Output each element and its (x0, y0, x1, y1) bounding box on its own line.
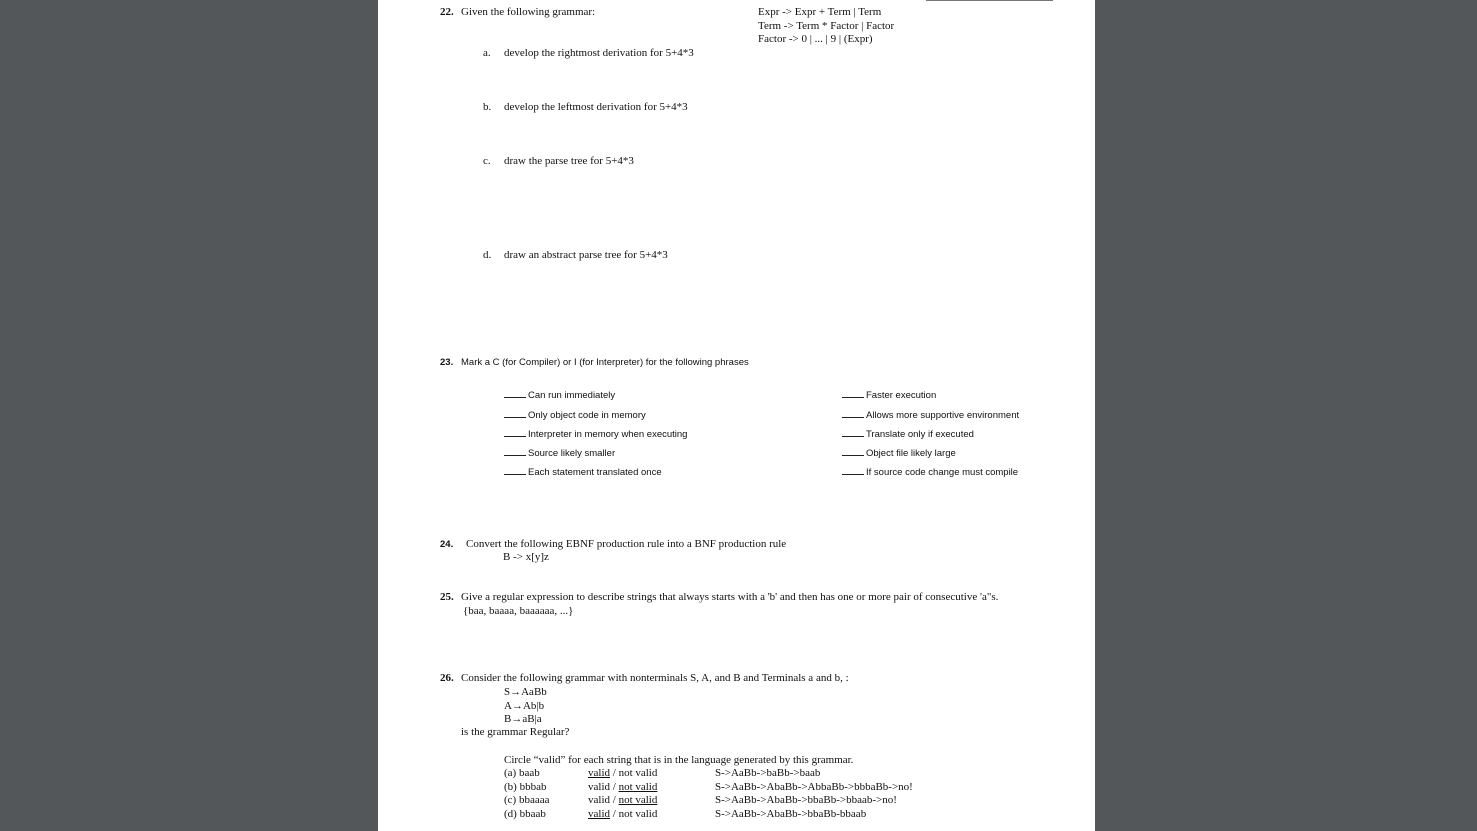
answer-blank (504, 447, 526, 456)
q26-question: is the grammar Regular? (461, 726, 570, 738)
q22-part-letter: d. (483, 249, 492, 261)
q23-right-item (842, 466, 1018, 479)
valid-option: valid (588, 794, 610, 806)
q26-rule: A→Ab|b (504, 699, 545, 712)
q22-grammar-line: Expr -> Expr + Term | Term (758, 6, 882, 18)
q26-rules (504, 686, 547, 727)
document-page (378, 0, 1095, 831)
q26-string-derivation: S->AaBb->AbaBb->AbbaBb->bbbaBb->no! (715, 781, 913, 793)
q23-left-label: Can run immediately (528, 390, 616, 401)
q26-string-label: (a) baab (504, 767, 540, 779)
q22-prompt: Given the following grammar: (461, 6, 596, 18)
q25-number: 25. (440, 591, 454, 603)
choice-separator: / (610, 767, 619, 779)
q26-number: 26. (440, 672, 454, 684)
q23-number: 23. (440, 357, 454, 368)
q24-rule: B -> x[y]z (503, 551, 549, 563)
q26-rule: S→AaBb (504, 686, 547, 698)
q23-left-label: Only object code in memory (528, 410, 646, 421)
answer-blank (504, 466, 526, 475)
q22-grammar-line: Factor -> 0 | ... | 9 | (Expr) (758, 33, 873, 45)
q23-left-item (504, 389, 615, 402)
q22-part-text: develop the leftmost derivation for 5+4*3 (504, 101, 688, 113)
q26-string-choice (588, 781, 657, 795)
q22-part-text: draw an abstract parse tree for 5+4*3 (504, 249, 668, 261)
answer-blank (504, 409, 526, 418)
q23-left-item (504, 466, 662, 479)
q23-right-label: Allows more supportive environment (866, 410, 1020, 421)
q23-left-item (504, 428, 687, 441)
q26-string-derivation: S->AaBb->baBb->baab (715, 767, 821, 779)
q26-string-derivation: S->AaBb->AbaBb->bbaBb-bbaab (715, 808, 867, 820)
answer-blank (504, 389, 526, 398)
choice-separator: / (610, 781, 619, 793)
q25-example: {baa, baaaa, baaaaaa, ...} (463, 605, 574, 617)
q26-string-choice (588, 808, 657, 822)
q25-prompt: Give a regular expression to describe strings that always starts with a 'b' and then has one or more pair of consecutive 'a"s. (461, 591, 999, 603)
q26-string-label: (c) bbaaaa (504, 794, 550, 806)
q23-left-label: Interpreter in memory when executing (528, 429, 688, 440)
q23-right-label: If source code change must compile (866, 467, 1019, 478)
q23-right-label: Object file likely large (866, 448, 956, 459)
valid-option: valid (588, 767, 610, 779)
choice-separator: / (610, 808, 619, 820)
q24-prompt: Convert the following EBNF production rule into a BNF production rule (466, 538, 787, 550)
answer-blank (842, 447, 864, 456)
answer-blank (842, 409, 864, 418)
q23-left-label: Each statement translated once (528, 467, 662, 478)
answer-blank (504, 428, 526, 437)
q26-rule: B→aB|a (504, 713, 542, 725)
q23-left-item (504, 409, 646, 422)
q23-left-item (504, 447, 615, 460)
not-valid-option: not valid (618, 767, 658, 779)
valid-option: valid (588, 781, 610, 793)
q26-string-label: (b) bbbab (504, 781, 547, 793)
q22-part-letter: b. (483, 101, 492, 113)
not-valid-option: not valid (618, 808, 658, 820)
q26-prompt: Consider the following grammar with nonterminals S, A, and B and Terminals a and b, : (461, 672, 849, 684)
choice-separator: / (610, 794, 619, 806)
q26-string-label: (d) bbaab (504, 808, 546, 820)
q26-string-derivation: S->AaBb->AbaBb->bbaBb->bbaab->no! (715, 794, 897, 806)
q23-right-label: Translate only if executed (866, 429, 974, 440)
answer-blank (842, 466, 864, 475)
q22-part-text: develop the rightmost derivation for 5+4*3 (504, 47, 694, 59)
q23-right-item (842, 428, 974, 441)
q23-right-item (842, 447, 956, 460)
q23-right-item (842, 409, 1019, 422)
q22-grammar-line: Term -> Term * Factor | Factor (758, 19, 895, 32)
top-rule (926, 0, 1053, 1)
valid-option: valid (588, 808, 610, 820)
q23-right-item (842, 389, 936, 402)
answer-blank (842, 389, 864, 398)
not-valid-option: not valid (618, 794, 658, 806)
q26-string-choice (588, 794, 657, 808)
answer-blank (842, 428, 864, 437)
q22-part-letter: c. (483, 155, 491, 167)
not-valid-option: not valid (618, 781, 658, 793)
q26-string-choice (588, 767, 657, 781)
q22-grammar (758, 6, 894, 47)
q23-prompt: Mark a C (for Compiler) or I (for Interpreter) for the following phrases (461, 357, 749, 368)
q24-number: 24. (440, 539, 454, 550)
q26-instruction: Circle “valid” for each string that is in the language generated by this grammar. (504, 754, 854, 766)
q23-left-label: Source likely smaller (528, 448, 616, 459)
q23-right-label: Faster execution (866, 390, 937, 401)
q22-part-letter: a. (483, 47, 491, 59)
q22-number: 22. (440, 6, 454, 18)
q22-part-text: draw the parse tree for 5+4*3 (504, 155, 634, 167)
